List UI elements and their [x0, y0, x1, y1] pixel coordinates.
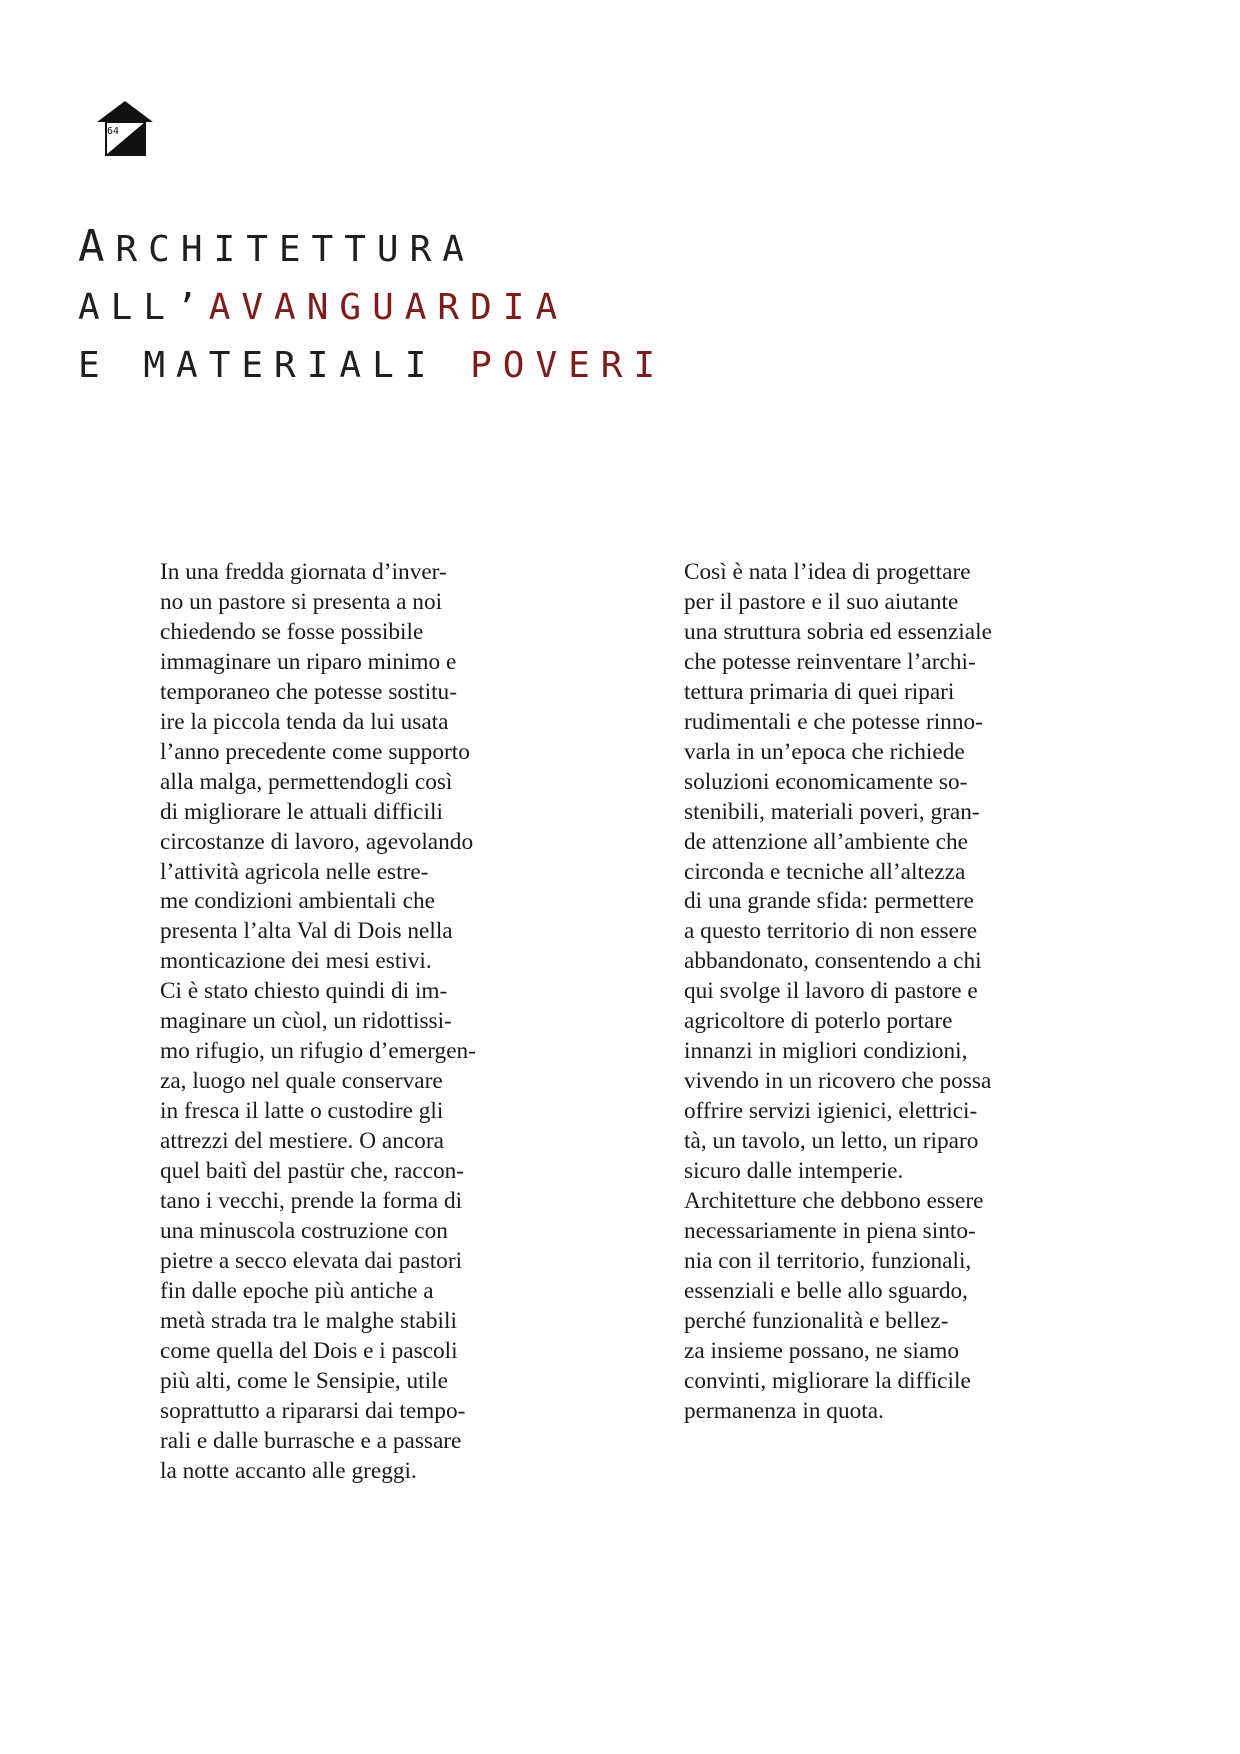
- page-number-house-icon: [96, 100, 154, 158]
- body-text-line: una struttura sobria ed essenziale: [684, 618, 992, 645]
- heading-line-3: [78, 337, 666, 395]
- body-text-line: Ci è stato chiesto quindi di im-: [160, 978, 448, 1005]
- body-text-line: alla malga, permettendogli così: [160, 768, 453, 795]
- body-text-line: una minuscola costruzione con: [160, 1217, 448, 1244]
- body-text-line: innanzi in migliori condizioni,: [684, 1038, 968, 1065]
- body-text-line: in fresca il latte o custodire gli: [160, 1098, 444, 1125]
- body-text-line: chiedendo se fosse possibile: [160, 618, 424, 645]
- body-text-line: l’anno precedente come supporto: [160, 738, 470, 765]
- body-text-line: perché funzionalità e bellez-: [684, 1307, 949, 1334]
- heading-line-2-accent: AVANGUARDIA: [208, 287, 569, 328]
- body-text-line: offrire servizi igienici, elettrici-: [684, 1098, 978, 1125]
- body-text-line: come quella del Dois e i pascoli: [160, 1337, 458, 1364]
- body-text-line: me condizioni ambientali che: [160, 888, 435, 915]
- body-text-line: temporaneo che potesse sostitu-: [160, 678, 457, 705]
- body-text-line: che potesse reinventare l’archi-: [684, 648, 976, 675]
- body-text-line: l’attività agricola nelle estre-: [160, 858, 429, 885]
- body-text-line: qui svolge il lavoro di pastore e: [684, 978, 978, 1005]
- body-text-line: tano i vecchi, prende la forma di: [160, 1188, 463, 1215]
- body-text-line: permanenza in quota.: [684, 1397, 884, 1424]
- body-text-line: In una fredda giornata d’inver-: [160, 559, 447, 585]
- body-text-line: ire la piccola tenda da lui usata: [160, 708, 449, 735]
- body-text-line: za insieme possano, ne siamo: [684, 1337, 959, 1364]
- body-text-line: immaginare un riparo minimo e: [160, 648, 457, 675]
- heading-line-3-plain: E MATERIALI: [78, 345, 471, 386]
- body-text-line: tà, un tavolo, un letto, un riparo: [684, 1128, 979, 1155]
- body-text-line: presenta l’alta Val di Dois nella: [160, 918, 453, 945]
- house-icon: [96, 100, 154, 158]
- body-text-line: di una grande sfida: permettere: [684, 888, 974, 915]
- body-text-line: convinti, migliorare la difficile: [684, 1367, 971, 1394]
- chapter-heading: [78, 218, 666, 395]
- body-text-line: per il pastore e il suo aiutante: [684, 588, 959, 615]
- body-text-line: soprattutto a ripararsi dai tempo-: [160, 1397, 466, 1424]
- body-text-line: a questo territorio di non essere: [684, 918, 978, 945]
- page-number: 64: [107, 126, 120, 137]
- heading-line-1-rest: RCHITETTURA: [115, 229, 475, 270]
- body-text-line: di migliorare le attuali difficili: [160, 798, 443, 825]
- body-text-line: monticazione dei mesi estivi.: [160, 948, 432, 975]
- body-text-line: stenibili, materiali poveri, gran-: [684, 798, 980, 825]
- heading-initial: A: [78, 221, 116, 272]
- body-text-line: metà strada tra le malghe stabili: [160, 1307, 457, 1334]
- house-roof: [97, 101, 153, 122]
- body-text-line: no un pastore si presenta a noi: [160, 588, 443, 615]
- body-text-line: abbandonato, consentendo a chi: [684, 948, 982, 975]
- body-text-line: varla in un’epoca che richiede: [684, 738, 965, 765]
- body-text-line: mo rifugio, un rifugio d’emergen-: [160, 1038, 476, 1065]
- body-text-line: rudimentali e che potesse rinno-: [684, 708, 983, 735]
- body-text-line: essenziali e belle allo sguardo,: [684, 1277, 968, 1304]
- body-text-line: circonda e tecniche all’altezza: [684, 858, 966, 885]
- body-text-line: Architetture che debbono essere: [684, 1188, 984, 1215]
- body-text-line: circostanze di lavoro, agevolando: [160, 828, 474, 855]
- body-text-line: tettura primaria di quei ripari: [684, 678, 955, 705]
- body-text-line: pietre a secco elevata dai pastori: [160, 1247, 463, 1274]
- body-text-line: necessariamente in piena sinto-: [684, 1217, 976, 1244]
- body-text-line: Così è nata l’idea di progettare: [684, 559, 971, 585]
- body-text-line: maginare un cùol, un ridottissi-: [160, 1008, 452, 1035]
- heading-line-1: [78, 218, 666, 279]
- body-text-line: soluzioni economicamente so-: [684, 768, 968, 795]
- body-text-line: attrezzi del mestiere. O ancora: [160, 1128, 444, 1155]
- body-text-line: rali e dalle burrasche e a passare: [160, 1427, 462, 1454]
- body-text-line: più alti, come le Sensipie, utile: [160, 1367, 448, 1394]
- body-text-line: agricoltore di poterlo portare: [684, 1008, 953, 1035]
- body-column-right: [684, 558, 1054, 1427]
- body-text-line: fin dalle epoche più antiche a: [160, 1277, 434, 1304]
- body-text-line: la notte accanto alle greggi.: [160, 1457, 417, 1484]
- body-text-line: vivendo in un ricovero che possa: [684, 1068, 992, 1095]
- body-text-line: sicuro dalle intemperie.: [684, 1158, 904, 1185]
- heading-line-2: [78, 279, 666, 337]
- body-text-line: nia con il territorio, funzionali,: [684, 1247, 972, 1274]
- body-column-left: [160, 558, 530, 1487]
- body-text-line: za, luogo nel quale conservare: [160, 1068, 443, 1095]
- heading-line-2-plain: ALL’: [78, 287, 209, 328]
- heading-line-3-accent: POVERI: [470, 345, 667, 386]
- body-text-line: quel baitì del pastür che, raccon-: [160, 1158, 465, 1185]
- body-text-line: de attenzione all’ambiente che: [684, 828, 968, 855]
